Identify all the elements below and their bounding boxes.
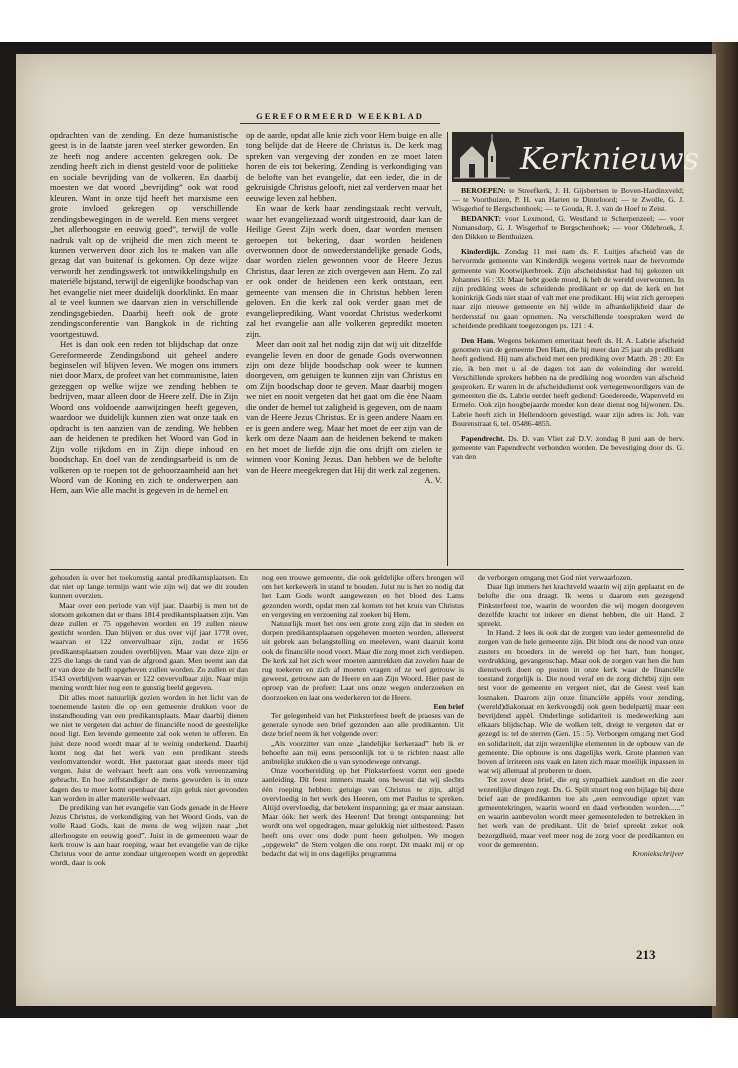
running-header: GEREFORMEERD WEEKBLAD [256,111,424,121]
news-item-text: Zondag 11 mei nam ds. F. Luitjes afscheid van de hervormde gemeente van Kinderdijk wegens vertrek naar de hervormde gemeente van Kootwijkerbroek. Zijn afscheidstekst had hij gekozen uit Johannes 16 : 33: Maar hebt goede moed, ik heb de wereld overwonnen. In zijn prediking wees de scheidende predikant er op dat de kerk en het koninkrijk Gods niet staat of valt met ene predikant. Hij wist zich geroepen naar zijn nieuwe gemeente en hij wilde in afhankelijkheid daar de herdersstaf nu gaan opnemen. Na verschillende toespraken werd de scheidende predikant toegezongen ps. 121 : 4. [452,247,684,330]
news-item-lead: Kinderdijk. [461,247,500,257]
news-item [452,214,684,242]
news-item-lead: BEDANKT: [461,213,502,223]
bottom-article-col3 [478,573,684,945]
paragraph: gehouden is over het toekomstig aantal predikantsplaatsen. En dat niet op lange termijn want wie zijn wij dat we dit zouden kunnen overzien. [50,573,248,601]
news-item-lead: Den Ham. [461,336,496,346]
paragraph: Onze voorbereiding op het Pinksterfeest vormt een goede aanleiding. Dit feest immers maakt ons bewust dat wij slechts één roeping hebben: getuige van Christus te zijn, altijd overvloedig in het werk des Heeren, om met Paulus te spreken. Altijd overvloedig, dat betekent inspanning; ga er maar aanstaan. Maar óók: het werk des Heeren! Dat brengt ontspanning: het wordt ons wel opgedragen, maar gelukkig niet uitbesteed. Pasen heeft ons over ons dode punt heen geholpen. We mogen „opgewekt” de Stem volgen die ons roept. Dit maakt mij er op bedacht dat wij in ons dagelijks programma [262,766,464,859]
news-item-lead: BEROEPEN: [461,186,506,195]
section-rule [50,569,684,570]
paragraph: Ter gelegenheid van het Pinksterfeest heeft de praeses van de generale synode een brief gezonden aan alle predikanten. Uit deze brief neem ik het volgende over: [262,711,464,739]
top-article-col2 [246,130,442,566]
paragraph: Natuurlijk moet het ons een grote zorg zijn dat in steden en dorpen predikantsplaatsen opgeheven moeten worden, allereerst uit gebrek aan belangstelling en meeleven, want daaruit komt ook de financiële nood voort. Maar die zorg moet zich verdiepen. De kerk zal het zich weer moeten aantrekken dat zovelen haar de rug toekeren en zich af moeten vragen of ze wel getrouw is geweest, getrouw aan de Heere en aan Zijn Woord. Hier past de oproep van de profeet: Laat ons onze wegen onderzoeken en doorzoeken en laat ons wederkeren tot de Heere. [262,619,464,702]
news-item-text: te Streefkerk, J. H. Gijsbertsen te Boven-Hardinxveld; — te Voorthuizen, P. H. van Harten te Dinteloord; — te Zwolle, G. J. Wisgerhof te Bergschenhoek; — te Gouda, R. J. van de Hoef te Zeist. [452,186,684,214]
bottom-article-col2 [262,573,464,945]
church-building-icon [452,132,512,182]
paragraph: Meer dan ooit zal het nodig zijn dat wij uit ditzelfde evangelie leven en door de genade Gods overwonnen zijn om deze blijde boodschap ook weer te kunnen doorgeven, om getuigen te kunnen zijn van Christus en om Zijn boodschap door te geven. Maar daarbij mogen we niet en nooit vergeten dat het gaat om die ène Naam die onder de hemel tot zaligheid is gegeven, om de naam van de Heere Jezus Christus. Er is geen andere Naam en er is geen andere weg. Maar het moet de eer zijn van de kerk om deze Naam aan de heidenen bekend te maken en het moet de liefde zijn die ons drijft om zielen te winnen voor Koning Jezus. Dan hebben we de belofte van de Heere meegekregen dat Hij dit werk zal zegenen. [246,339,442,475]
article-signature: A. V. [424,474,442,485]
paragraph: „Als voorzitter van onze „landelijke kerkeraad” heb ik er behoefte aan mij eens persoonlijk tot u te richten naast alle ambtelijke stukken die u van synodewege ontvangt. [262,738,464,767]
column-divider [447,132,448,566]
paragraph: de verborgen omgang met God niet verwaarlozen. [478,573,633,582]
news-item [452,247,684,330]
paragraph: opdrachten van de zending. En deze humanistische geest is in de laatste jaren veel sterker geworden. En ze heeft nog andere accenten gekregen ook. De zending heeft zich in dienst gesteld voor de politieke en sociale bevrijding van de volkeren. En daarbij moesten we dat woord „bevrijding” ook wat rood kleuren. Want in onze tijd heeft het marxisme een grote invloed gekregen op verschillende zendingsbewegingen in de wereld. Een mens vergeet „het allerhoogste en eeuwig goed”, terwijl de volle nadruk valt op de vrijheid die men zich meent te kunnen verwerven door zich los te maken van alle gezag dat van buitenaf is gekomen. Op deze wijze verwordt het zendingswerk tot ontwikkelingshulp en materiële bijstand, terwijl de eigenlijke boodschap van het evangelie niet meer duidelijk doorklinkt. En maar al te veel kunnen we daarvan zien in verschillende zendingsgebieden. Daarbij heeft ook de grote zendingsconferentie van Bangkok in de richting voortgestuwd. [50,130,238,339]
news-item [452,186,684,214]
paragraph: In Hand. 2 lees ik ook dat de zorgen van ieder gemeentelid de zorgen van de hele gemeente zijn. Dit bindt ons de nood van onze zusters en broeders in de wereld op het hart, hun honger, verdrukking, gevangenschap. Maar ook de zorgen van hen die hun dienstwerk doen op posten in onze kerk waar de financiële toestand zorgelijk is. Die nood veraf en de zorg dichtbij zijn een test voor de gemeente en vergeet niet, dat de Geest veel kan losmaken. Daarom zijn onze financiële appèls voor zending, (wereld)diakonaat en kerkvoogdij ook geen bedelpartij maar een bevrijdend appèl. Onderlinge solidariteit is medewerking aan elkaars blijdschap. Wie de wolken telt, dreigt te vergeten dat er gezegd is: tel de sterren (Gen. 15 : 5). Verborgen omgang met God en solidariteit, dat zijn wezenlijke elementen in de opbouw van de gemeente. Die opbouw is ons dagelijks werk. Grote plannen van boven af irriteren ons vaak en laten zich maar moeilijk inpassen in wat wij allemaal al proberen te doen. [478,628,684,776]
paragraph: De prediking van het evangelie van Gods genade in de Heere Jezus Christus, de verkondiging van het Woord Gods, van de volle Raad Gods, kan de mens de weg wijzen naar „het allerhoogste en eeuwig goed”. Juist in de gemeenten waar de kerk trouw is aan haar roeping, waar het evangelie van de rijke Christus voor de arme zondaar uitgeroepen wordt en gepredikt wordt, daar is ook [50,803,248,868]
paragraph: Daar ligt immers het krachtveld waarin wij zijn geplaatst en de belofte die ons draagt. Ik wens u daarom een gezegend Pinksterfeest toe, waarin de woorden die wij mogen doorgeven dezelfde kracht tot inkeer en dienst hebben, die uit Hand. 2 spreekt. [478,582,684,629]
header-rule [240,123,440,124]
bottom-article-col1 [50,573,248,945]
news-item [452,336,684,428]
section-subheading: Een brief [433,701,464,711]
news-item [452,434,684,462]
page-number: 213 [636,947,656,962]
paragraph: Het is dan ook een reden tot blijdschap dat onze Gereformeerde Zendingsbond uit geheel andere beginselen wil blijven leven. We mogen ons immers niet door Marx, de profeet van het communisme, laten gezeggen op welke wijze we zending hebben te bedrijven, maar alleen door de Heere zelf. Die in Zijn Woord ons voldoende aanwijzingen heeft gegeven, waardoor we duidelijk kunnen zien wat onze taak en opdracht is ten aanzien van de zending. We hebben aan de heidenen te prediken het Woord van God in Zijn volle rijkdom en in Zijn diepe inhoud en boodschap. En doel van de zendingsarbeid is om de volkeren op te roepen tot de gehoorzaamheid aan het Woord van de Koning en zich te onderwerpen aan Hem, aan Wie alle macht is gegeven in de hemel en [50,339,238,496]
kerknieuws-column [452,186,684,566]
paragraph: nog een trouwe gemeente, die ook geldelijke offers brengen wil om het kerkewerk in stand te houden. Juist nu is het zo nodig dat het Lam Gods wordt aangewezen en het bloed des Lams gezonden wordt, opdat men zal komen tot het kruis van Christus en vergeving en verzoening zal zoeken bij Hem. [262,573,464,619]
news-item-lead: Papendrecht. [461,434,505,444]
news-item-text: Ds. D. van Vliet zal D.V. zondag 8 juni aan de herv. gemeente van Papendrecht verbonden worden. De bevestiging door ds. G. van den [452,434,684,462]
kerknieuws-title: Kerknieuws [520,142,699,177]
news-item-text: Wegens bekomen emeritaat heeft ds. H. A. Labrie afscheid genomen van de gemeente Den Ham, die hij meer dan 25 jaar als predikant heeft gediend. Hij nam afscheid met een prediking over Matth. 28 : 20: En zie, ik ben met u al de dagen tot aan de voleinding der wereld. Verschillende sprekers hebben na de prediking nog woorden van afscheid gesproken. Er waren in de afscheidsdienst ook vertegenwoordigers van de gemeenten die ds. Labrie eerder heeft gediend: Goedereede, Wapenveld en Ermelo. Ook zijn hoogbejaarde moeder kon deze dienst nog bijwonen. Ds. Labrie heeft zich in Hellendoorn gevestigd, waar zijn adres is: Joh. van Buurenstraat 6, tel. 05486-4855. [452,336,684,428]
paragraph: Tot zover deze brief, die erg sympathiek aandoet en die zeer wezenlijke dingen zegt. Ds. G. Spilt stuurt nog een bijlage bij deze brief aan de predikanten toe als „een eenvoudige opzet van gemeentekringen, waarin woord en daad verbonden worden......” en waarin aanbevolen wordt meer gemeenteleden te betrekken in het werk van de predikant. Uit de brief spreekt zeker ook bezorgdheid, maar veel meer nog de zorg voor de predikanten en voor de gemeenten. [478,775,684,849]
paragraph: Dit alles moet natuurlijk gezien worden in het licht van de toenemende lasten die op een gemeente drukken voor de instandhouding van een predikantsplaats. Maar daarbij dienen we niet te vergeten dat achter de financiële nood de geestelijke nood ligt. Een levende gemeente zal ook weten te offeren. En juist deze nood wordt maar al te weinig onderkend. Daarbij komt nog dat het werk van een predikant steeds veelomvattender wordt. Het pastoraat gaat steeds meer tijd vergen. Juist de welvaart heeft aan ons volk vereenzaming gebracht. En hoe zelfstandiger de mens geworden is in onze dagen des te meer komt openbaar dat zijn geluk niet gevonden kan worden in aller materiële welvaart. [50,692,248,803]
top-article-col1 [50,130,238,566]
paragraph: En waar de kerk haar zendingstaak recht vervult, waar het evangeliezaad wordt uitgestrooid, daar kan de Heilige Geest Zijn werk doen, daar worden mensen geroepen tot bekering, daar worden heidenen overwonnen door de onwederstandelijke genade Gods, daar worden zielen gewonnen voor de Heere Jezus Christus, daar leren ze zich overgeven aan Hem. Zo zal er ook onder de heidenen een kerk ontstaan, een gemeente van mensen die in Christus hebben leren geloven. En die kerk zal ook verder gaan met de evangelieprediking. Want voordat Christus wederkomt zal het evangelie aan alle volkeren gepredikt moeten zijn. [246,203,442,339]
paragraph: Maar over een periode van vijf jaar. Daarbij is men tot de slotsom gekomen dat er thans 1814 predikantsplaatsen zijn. Van deze zullen er 75 opgeheven worden en 19 zullen nieuw gesticht worden. Dan blijven er dus over vijf jaar 1778 over, waarvan er 122 onvervulbaar zijn, zodat er 1656 predikantsplaatsen zouden overblijven. Maar van deze zijn er 225 die langs de rand van de afgrond gaan. Men neemt aan dat er van deze de helft opgeheven zullen worden. Zo zullen er dan 1543 overblijven waarvan er 122 onvervulbaar zijn. Naar mijn mening wordt hier nog een te gunstig beeld gegeven. [50,600,248,693]
paragraph: op de aarde, opdat alle knie zich voor Hem buige en alle tong belijde dat de Heere de Christus is. De kerk mag spreken van vergeving der zonden en ze moet laten horen de eis tot bekering. Zending is verkondiging van de belofte van het evangelie, dat een ieder, die in de gekruisigde Christus gelooft, niet zal verderven maar het eeuwige leven zal hebben. [246,130,442,203]
column-signature: Kroniekschrijver [632,849,684,859]
news-item-text: voor Lexmond, G. Westland te Scherpenzeel; — voor Numansdorp, G. J. Wisgerhof te Bergschenhoek; — voor Oldebroek, J. den Dikken te Benthuizen. [452,213,684,242]
